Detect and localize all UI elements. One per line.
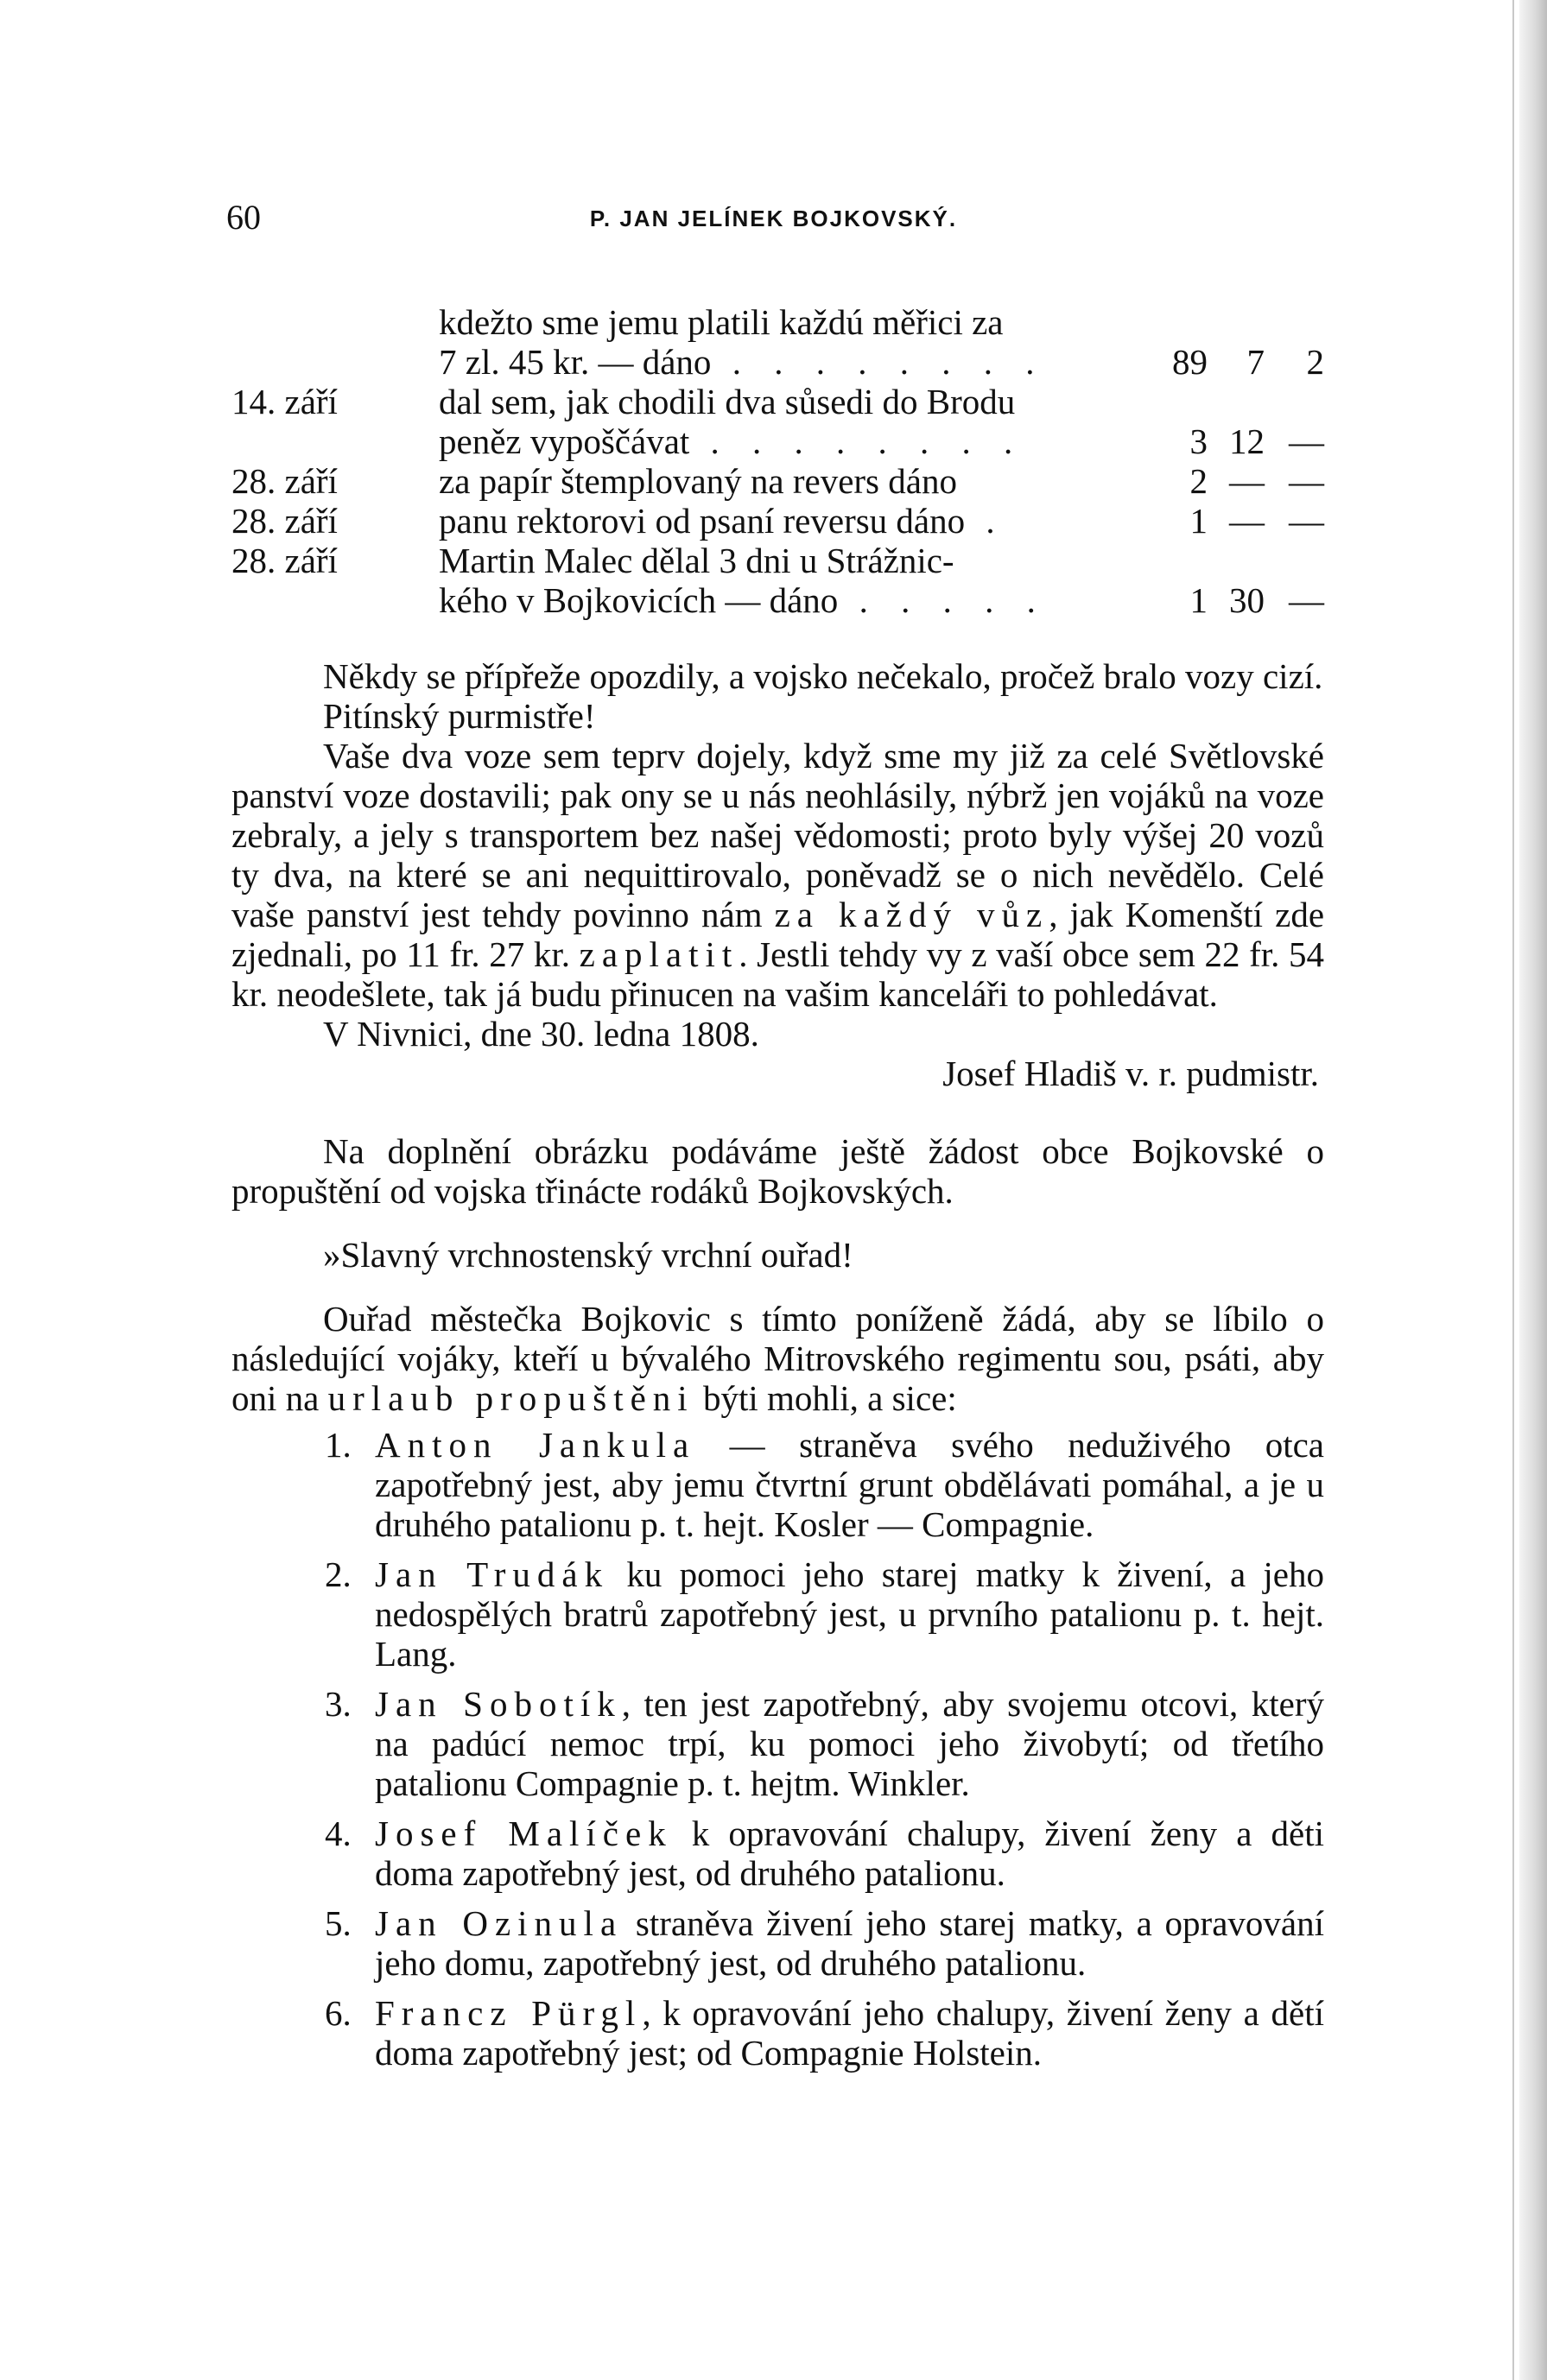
soldier-name: Francz Pürgl bbox=[375, 1993, 643, 2033]
account-date: 28. září bbox=[231, 541, 338, 580]
soldier-text: — straněva svého neduživého otca zapotřebný jest, aby jemu čtvrtní grunt obdělávati pomáhal, a je u druhého patalionu p. t. hejt. Kosler — Compagnie. bbox=[375, 1425, 1324, 1544]
account-line bbox=[231, 342, 1324, 382]
account-description: peněz vypoščávat bbox=[439, 421, 690, 461]
account-dots: . . . . . . . . bbox=[689, 421, 1025, 461]
page-edge-shadow bbox=[1519, 0, 1547, 2380]
amount-col-1: 1 bbox=[1189, 580, 1208, 620]
soldier-item bbox=[231, 1813, 1324, 1893]
amount-col-2: — bbox=[1229, 461, 1265, 501]
paragraph-wagons: Někdy se přípřeže opozdily, a vojsko nečekalo, pročež bralo vozy cizí. bbox=[323, 656, 1323, 696]
amount-col-2: — bbox=[1229, 501, 1265, 541]
account-date: 28. září bbox=[231, 501, 338, 541]
soldier-text: ku pomoci jeho starej matky k živení, a jeho nedospělých bratrů zapotřebný jest, u prvního patalionu p. t. hejt. Lang. bbox=[375, 1554, 1324, 1674]
amount-col-1: 3 bbox=[1189, 421, 1208, 461]
account-description: panu rektorovi od psaní reversu dáno bbox=[439, 501, 966, 541]
soldier-text: k opravování chalupy, živení ženy a děti doma zapotřebný jest, od druhého patalionu. bbox=[375, 1813, 1324, 1893]
account-date: 14. září bbox=[231, 382, 338, 421]
soldier-text: , ten jest zapotřebný, aby svojemu otcovi, který na padúcí nemoc trpí, ku pomoci jeho živobytí; od třetího patalionu Compagnie p. t. hejtm. Winkler. bbox=[375, 1684, 1324, 1803]
soldier-name: Jan Sobotík bbox=[375, 1684, 622, 1724]
petition-text: Ouřad městečka Bojkovic s tímto poníženě žádá, aby se líbilo o následující vojáky, kteří u bývalého Mitrovského regimentu sou, psáti, aby oni na bbox=[231, 1299, 1324, 1418]
letter-body bbox=[231, 736, 1324, 1014]
soldier-text: , k opravování jeho chalupy, živení ženy a dětí doma zapotřebný jest; od Compagnie Holstein. bbox=[375, 1993, 1325, 2073]
letter-signature: Josef Hladiš v. r. pudmistr. bbox=[942, 1054, 1319, 1093]
soldier-number: 3. bbox=[325, 1684, 352, 1724]
soldier-number: 5. bbox=[325, 1903, 352, 1943]
soldier-item bbox=[231, 1554, 1324, 1674]
paragraph-petition-intro: Na doplnění obrázku podáváme ještě žádost obce Bojkovské o propuštění od vojska třinácte rodáků Bojkovských. bbox=[231, 1131, 1324, 1211]
account-dots: . . . . . . . . bbox=[711, 342, 1047, 382]
letter-salutation: Pitínský purmistře! bbox=[323, 696, 596, 736]
account-text bbox=[439, 580, 1048, 620]
amount-col-1: 2 bbox=[1189, 461, 1208, 501]
running-title: P. JAN JELÍNEK BOJKOVSKÝ. bbox=[589, 206, 958, 231]
account-dots: . . . . . bbox=[838, 580, 1048, 620]
section-gap bbox=[231, 1093, 1324, 1131]
soldier-number: 1. bbox=[325, 1425, 352, 1465]
letter-text: . Jestli tehdy vy z vaší obce sem 22 fr. 54 kr. neodešlete, tak já budu přinucen na vašim kanceláři to pohledávat. bbox=[231, 934, 1325, 1014]
account-text bbox=[439, 421, 1024, 461]
account-list bbox=[231, 302, 1324, 622]
account-line bbox=[231, 580, 1324, 620]
petition-address: »Slavný vrchnostenský vrchní ouřad! bbox=[323, 1235, 853, 1275]
amount-col-3: — bbox=[1289, 421, 1324, 461]
letter-emphasis: za každý vůz bbox=[774, 895, 1049, 934]
page-edge-line bbox=[1512, 0, 1514, 2380]
soldier-name: Josef Malíček bbox=[375, 1813, 673, 1853]
account-line bbox=[231, 501, 1324, 541]
account-line bbox=[231, 461, 1324, 501]
page-number: 60 bbox=[226, 198, 261, 237]
account-description: 7 zl. 45 kr. — dáno bbox=[439, 342, 712, 382]
soldier-number: 4. bbox=[325, 1813, 352, 1853]
account-line bbox=[231, 382, 1324, 421]
petition-body bbox=[231, 1299, 1324, 1418]
soldier-name: Jan Ozinula bbox=[375, 1903, 624, 1943]
soldier-item bbox=[231, 1684, 1324, 1803]
account-description: kého v Bojkovicích — dáno bbox=[439, 580, 839, 620]
soldier-name: Anton Jankula bbox=[375, 1425, 696, 1465]
amount-col-2: 12 bbox=[1229, 421, 1265, 461]
amount-col-3: 2 bbox=[1306, 342, 1324, 382]
letter-text: , jak Komenští zde zjednali, po 11 fr. 27 kr. bbox=[231, 895, 1325, 974]
account-text bbox=[439, 382, 1015, 421]
account-text bbox=[439, 501, 1007, 541]
account-line bbox=[231, 541, 1324, 580]
account-line bbox=[231, 302, 1324, 342]
account-date: 28. září bbox=[231, 461, 338, 501]
letter-text: Vaše dva voze sem teprv dojely, když sme my již za celé Světlovské panství voze dostavili; pak ony se u nás neohlásily, nýbrž jen vojáků na voze zebraly, a jely s transportem bez našej vědomosti; proto byly výšej 20 vozů ty dva, na které se ani nequittirovalo, poněvadž se o nich nevědělo. Celé vaše panství jest tehdy povinno nám bbox=[231, 736, 1324, 934]
account-text bbox=[439, 342, 1046, 382]
soldier-item bbox=[231, 1993, 1324, 2073]
amount-col-1: 1 bbox=[1189, 501, 1208, 541]
amount-col-3: — bbox=[1289, 580, 1324, 620]
soldier-number: 2. bbox=[325, 1554, 352, 1594]
account-description: kdežto sme jemu platili každú měřici za bbox=[439, 302, 1004, 342]
account-dots: . bbox=[965, 501, 1007, 541]
account-text bbox=[439, 461, 957, 501]
letter-emphasis: zaplatit bbox=[579, 934, 739, 974]
petition-emphasis: urlaub propuštěni bbox=[327, 1378, 694, 1418]
account-description: Martin Malec dělal 3 dni u Strážnic- bbox=[439, 541, 954, 580]
account-description: dal sem, jak chodili dva sůsedi do Brodu bbox=[439, 382, 1016, 421]
account-line bbox=[231, 421, 1324, 461]
soldier-text: straněva živení jeho starej matky, a opravování jeho domu, zapotřebný jest, od druhého patalionu. bbox=[375, 1903, 1324, 1983]
soldier-item bbox=[231, 1903, 1324, 1983]
amount-col-3: — bbox=[1289, 461, 1324, 501]
soldier-list bbox=[231, 1425, 1324, 2073]
letter-place-date: V Nivnici, dne 30. ledna 1808. bbox=[323, 1014, 759, 1054]
account-description: za papír štemplovaný na revers dáno bbox=[439, 461, 957, 501]
account-text bbox=[439, 541, 954, 580]
soldier-name: Jan Trudák bbox=[375, 1554, 610, 1594]
amount-col-3: — bbox=[1289, 501, 1324, 541]
account-text bbox=[439, 302, 1003, 342]
amount-col-1: 89 bbox=[1172, 342, 1208, 382]
page-body bbox=[231, 302, 1324, 2083]
amount-col-2: 30 bbox=[1229, 580, 1265, 620]
soldier-item bbox=[231, 1425, 1324, 1544]
page-header bbox=[0, 197, 1547, 249]
soldier-number: 6. bbox=[325, 1993, 352, 2033]
amount-col-2: 7 bbox=[1246, 342, 1265, 382]
petition-text: býti mohli, a sice: bbox=[702, 1378, 957, 1418]
